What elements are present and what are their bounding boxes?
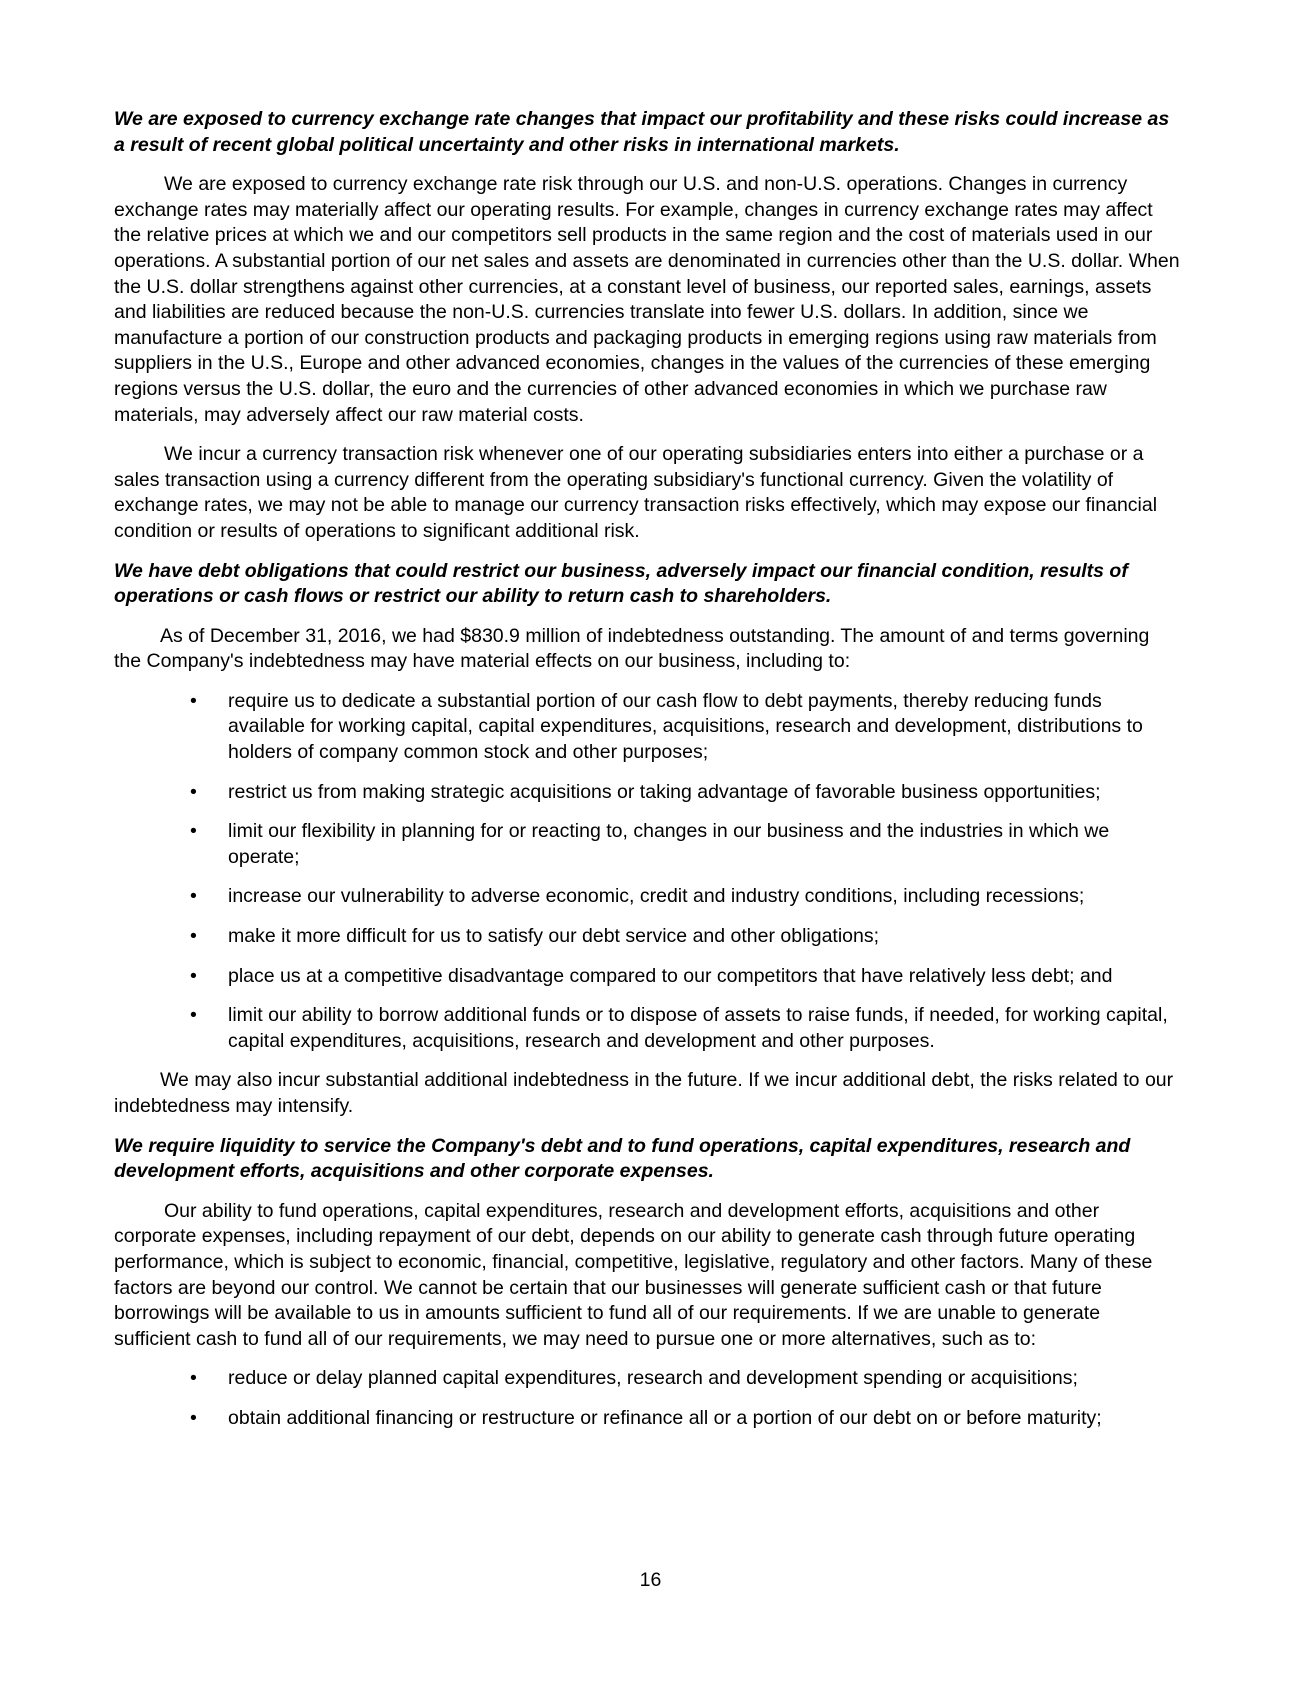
list-item bbox=[114, 884, 1180, 910]
section-heading-currency-risk: We are exposed to currency exchange rate changes that impact our profitability and these risks could increase as a result of recent global political uncertainty and other risks in international markets. bbox=[114, 108, 1170, 156]
bullet-glyph: • bbox=[190, 780, 197, 803]
bullet-glyph: • bbox=[190, 1406, 197, 1429]
list-item-text: limit our ability to borrow additional funds or to dispose of assets to raise funds, if needed, for working capital, capital expenditures, acquisitions, research and development and other purposes. bbox=[228, 1004, 1168, 1052]
list-item-text: require us to dedicate a substantial portion of our cash flow to debt payments, thereby reducing funds available for working capital, capital expenditures, acquisitions, research and development, distributions to holders of company common stock and other purposes; bbox=[228, 689, 1143, 764]
list-item bbox=[114, 924, 1180, 950]
list-item bbox=[114, 780, 1180, 806]
bullet-glyph: • bbox=[190, 689, 197, 712]
list-item-text: increase our vulnerability to adverse economic, credit and industry conditions, including recessions; bbox=[228, 885, 1085, 908]
list-item-text: reduce or delay planned capital expenditures, research and development spending or acquisitions; bbox=[228, 1367, 1078, 1390]
list-item bbox=[114, 964, 1180, 990]
bullet-glyph: • bbox=[190, 1004, 197, 1027]
list-item-text: place us at a competitive disadvantage compared to our competitors that have relatively less debt; and bbox=[228, 964, 1113, 987]
bullet-glyph: • bbox=[190, 820, 197, 843]
bullet-glyph: • bbox=[190, 964, 197, 987]
bullet-glyph: • bbox=[190, 925, 197, 948]
bullet-glyph: • bbox=[190, 885, 197, 908]
debt-effects-list bbox=[114, 689, 1180, 1055]
paragraph-liquidity-intro: Our ability to fund operations, capital expenditures, research and development efforts, acquisitions and other corporate expenses, including repayment of our debt, depends on our ability to generate cash through future operating performance, which is subject to economic, financial, competitive, legislative, regulatory and other factors. Many of these factors are beyond our control. We cannot be certain that our businesses will generate sufficient cash or that future borrowings will be available to us in amounts sufficient to fund all of our requirements. If we are unable to generate sufficient cash to fund all of our requirements, we may need to pursue one or more alternatives, such as to: bbox=[114, 1199, 1153, 1350]
list-item-text: make it more difficult for us to satisfy our debt service and other obligations; bbox=[228, 925, 880, 948]
paragraph-currency-exposure: We are exposed to currency exchange rate risk through our U.S. and non-U.S. operations. Changes in currency exchange rates may materially affect our operating results. For example, changes in currency exchange rates may affect the relative prices at which we and our competitors sell products in the same region and the cost of materials used in our operations. A substantial portion of our net sales and assets are denominated in currencies other than the U.S. dollar. When the U.S. dollar strengthens against other currencies, at a constant level of business, our reported sales, earnings, assets and liabilities are reduced because the non-U.S. currencies translate into fewer U.S. dollars. In addition, since we manufacture a portion of our construction products and packaging products in emerging regions using raw materials from suppliers in the U.S., Europe and other advanced economies, changes in the values of the currencies of these emerging regions versus the U.S. dollar, the euro and the currencies of other advanced economies in which we purchase raw materials, may adversely affect our raw material costs. bbox=[114, 173, 1180, 426]
paragraph-currency-transaction: We incur a currency transaction risk whenever one of our operating subsidiaries enters into either a purchase or a sales transaction using a currency different from the operating subsidiary's functional currency. Given the volatility of exchange rates, we may not be able to manage our currency transaction risks effectively, which may expose our financial condition or results of operations to significant additional risk. bbox=[114, 443, 1158, 542]
list-item bbox=[114, 819, 1180, 870]
paragraph-additional-indebtedness: We may also incur substantial additional indebtedness in the future. If we incur additional debt, the risks related to our indebtedness may intensify. bbox=[114, 1069, 1174, 1117]
list-item-text: limit our flexibility in planning for or reacting to, changes in our business and the industries in which we operate; bbox=[228, 820, 1110, 868]
document-page bbox=[114, 107, 1180, 1446]
page-number: 16 bbox=[639, 1569, 662, 1591]
bullet-glyph: • bbox=[190, 1367, 197, 1390]
list-item bbox=[114, 689, 1180, 766]
section-heading-liquidity: We require liquidity to service the Company's debt and to fund operations, capital expenditures, research and development efforts, acquisitions and other corporate expenses. bbox=[114, 1134, 1131, 1183]
list-item-text: obtain additional financing or restructure or refinance all or a portion of our debt on or before maturity; bbox=[228, 1406, 1102, 1429]
section-heading-debt-obligations: We have debt obligations that could restrict our business, adversely impact our financial condition, results of operations or cash flows or restrict our ability to return cash to shareholders. bbox=[114, 559, 1128, 608]
list-item bbox=[114, 1406, 1180, 1432]
paragraph-indebtedness-intro: As of December 31, 2016, we had $830.9 million of indebtedness outstanding. The amount of and terms governing the Company's indebtedness may have material effects on our business, including to: bbox=[114, 624, 1150, 673]
list-item-text: restrict us from making strategic acquisitions or taking advantage of favorable business opportunities; bbox=[228, 780, 1101, 803]
list-item bbox=[114, 1003, 1180, 1054]
liquidity-alternatives-list bbox=[114, 1366, 1180, 1431]
list-item bbox=[114, 1366, 1180, 1392]
